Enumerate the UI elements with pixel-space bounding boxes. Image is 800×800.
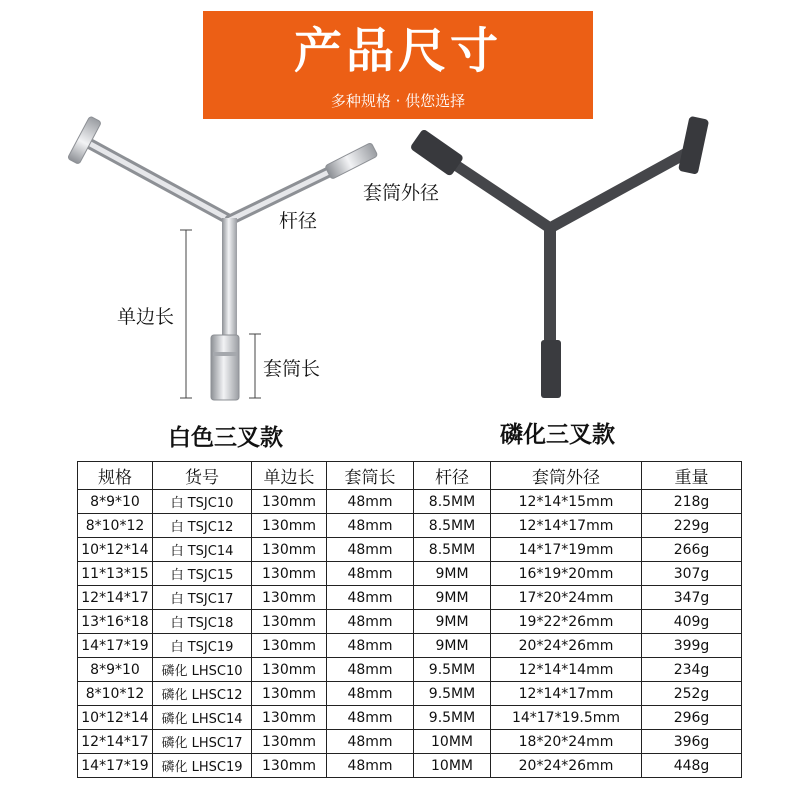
cell-weight: 218g [642, 490, 742, 514]
cell-spec: 12*14*17 [78, 730, 153, 754]
cell-single-length: 130mm [252, 610, 327, 634]
phosphated-y-wrench-image [400, 0, 800, 420]
cell-single-length: 130mm [252, 514, 327, 538]
cell-model: 白 TSJC15 [153, 562, 252, 586]
shaft-diameter-label: 杆径 [279, 210, 318, 232]
table-row [78, 730, 742, 754]
cell-socket-outer-diameter: 12*14*15mm [491, 490, 642, 514]
cell-model: 磷化 LHSC10 [153, 658, 252, 682]
cell-weight: 399g [642, 634, 742, 658]
table-row [78, 538, 742, 562]
cell-single-length: 130mm [252, 730, 327, 754]
cell-weight: 307g [642, 562, 742, 586]
table-row [78, 658, 742, 682]
cell-spec: 12*14*17 [78, 586, 153, 610]
cell-single-length: 130mm [252, 634, 327, 658]
cell-model: 白 TSJC19 [153, 634, 252, 658]
cell-socket-length: 48mm [327, 730, 414, 754]
cell-spec: 8*9*10 [78, 658, 153, 682]
cell-weight: 234g [642, 658, 742, 682]
cell-socket-length: 48mm [327, 490, 414, 514]
single-side-length-label: 单边长 [117, 306, 175, 328]
cell-socket-outer-diameter: 17*20*24mm [491, 586, 642, 610]
cell-weight: 448g [642, 754, 742, 778]
table-header-row [78, 462, 742, 490]
cell-spec: 8*9*10 [78, 490, 153, 514]
cell-socket-outer-diameter: 14*17*19mm [491, 538, 642, 562]
cell-socket-outer-diameter: 20*24*26mm [491, 754, 642, 778]
cell-weight: 296g [642, 706, 742, 730]
cell-spec: 13*16*18 [78, 610, 153, 634]
cell-shaft-diameter: 9.5MM [414, 682, 491, 706]
cell-weight: 347g [642, 586, 742, 610]
cell-socket-length: 48mm [327, 682, 414, 706]
cell-socket-length: 48mm [327, 754, 414, 778]
cell-socket-length: 48mm [327, 514, 414, 538]
cell-weight: 252g [642, 682, 742, 706]
header-socket-length: 套筒长 [327, 462, 414, 490]
cell-socket-length: 48mm [327, 586, 414, 610]
banner-title: 产品尺寸 [293, 23, 502, 79]
cell-model: 磷化 LHSC14 [153, 706, 252, 730]
cell-weight: 409g [642, 610, 742, 634]
cell-shaft-diameter: 10MM [414, 730, 491, 754]
table-row [78, 562, 742, 586]
cell-model: 白 TSJC17 [153, 586, 252, 610]
cell-socket-outer-diameter: 18*20*24mm [491, 730, 642, 754]
cell-shaft-diameter: 8.5MM [414, 490, 491, 514]
white-product-caption: 白色三叉款 [168, 425, 283, 451]
cell-weight: 266g [642, 538, 742, 562]
cell-single-length: 130mm [252, 682, 327, 706]
cell-socket-length: 48mm [327, 610, 414, 634]
cell-shaft-diameter: 9.5MM [414, 706, 491, 730]
cell-spec: 10*12*14 [78, 538, 153, 562]
table-row [78, 754, 742, 778]
header-weight: 重量 [642, 462, 742, 490]
cell-weight: 396g [642, 730, 742, 754]
cell-single-length: 130mm [252, 658, 327, 682]
table-row [78, 682, 742, 706]
cell-single-length: 130mm [252, 706, 327, 730]
cell-model: 白 TSJC14 [153, 538, 252, 562]
cell-shaft-diameter: 10MM [414, 754, 491, 778]
cell-model: 白 TSJC12 [153, 514, 252, 538]
banner-subtitle: 多种规格 · 供您选择 [330, 92, 466, 110]
table-row [78, 706, 742, 730]
cell-spec: 14*17*19 [78, 754, 153, 778]
cell-socket-outer-diameter: 19*22*26mm [491, 610, 642, 634]
cell-single-length: 130mm [252, 586, 327, 610]
cell-shaft-diameter: 9MM [414, 562, 491, 586]
cell-socket-outer-diameter: 12*14*17mm [491, 682, 642, 706]
cell-socket-outer-diameter: 16*19*20mm [491, 562, 642, 586]
cell-socket-length: 48mm [327, 562, 414, 586]
phosphated-product-caption: 磷化三叉款 [500, 422, 615, 448]
table-row [78, 586, 742, 610]
table-row [78, 490, 742, 514]
cell-single-length: 130mm [252, 562, 327, 586]
cell-shaft-diameter: 8.5MM [414, 538, 491, 562]
cell-shaft-diameter: 9MM [414, 634, 491, 658]
cell-single-length: 130mm [252, 754, 327, 778]
cell-shaft-diameter: 9.5MM [414, 658, 491, 682]
table-row [78, 610, 742, 634]
cell-socket-outer-diameter: 12*14*14mm [491, 658, 642, 682]
header-spec: 规格 [78, 462, 153, 490]
header-single-length: 单边长 [252, 462, 327, 490]
cell-socket-length: 48mm [327, 538, 414, 562]
cell-weight: 229g [642, 514, 742, 538]
socket-outer-diameter-label: 套筒外径 [363, 182, 440, 204]
cell-spec: 11*13*15 [78, 562, 153, 586]
cell-socket-outer-diameter: 12*14*17mm [491, 514, 642, 538]
cell-model: 磷化 LHSC19 [153, 754, 252, 778]
white-y-wrench-image [0, 0, 400, 420]
cell-spec: 14*17*19 [78, 634, 153, 658]
cell-spec: 10*12*14 [78, 706, 153, 730]
cell-model: 白 TSJC18 [153, 610, 252, 634]
header-model: 货号 [153, 462, 252, 490]
cell-model: 磷化 LHSC17 [153, 730, 252, 754]
cell-socket-length: 48mm [327, 634, 414, 658]
cell-model: 磷化 LHSC12 [153, 682, 252, 706]
cell-model: 白 TSJC10 [153, 490, 252, 514]
table-row [78, 514, 742, 538]
cell-socket-length: 48mm [327, 706, 414, 730]
cell-socket-outer-diameter: 20*24*26mm [491, 634, 642, 658]
cell-socket-length: 48mm [327, 658, 414, 682]
cell-single-length: 130mm [252, 538, 327, 562]
cell-spec: 8*10*12 [78, 514, 153, 538]
cell-spec: 8*10*12 [78, 682, 153, 706]
socket-length-label: 套筒长 [263, 358, 321, 380]
cell-shaft-diameter: 9MM [414, 586, 491, 610]
cell-shaft-diameter: 9MM [414, 610, 491, 634]
header-shaft-diameter: 杆径 [414, 462, 491, 490]
table-row [78, 634, 742, 658]
cell-single-length: 130mm [252, 490, 327, 514]
cell-shaft-diameter: 8.5MM [414, 514, 491, 538]
spec-table [77, 461, 742, 778]
header-socket-outer-diameter: 套筒外径 [491, 462, 642, 490]
cell-socket-outer-diameter: 14*17*19.5mm [491, 706, 642, 730]
